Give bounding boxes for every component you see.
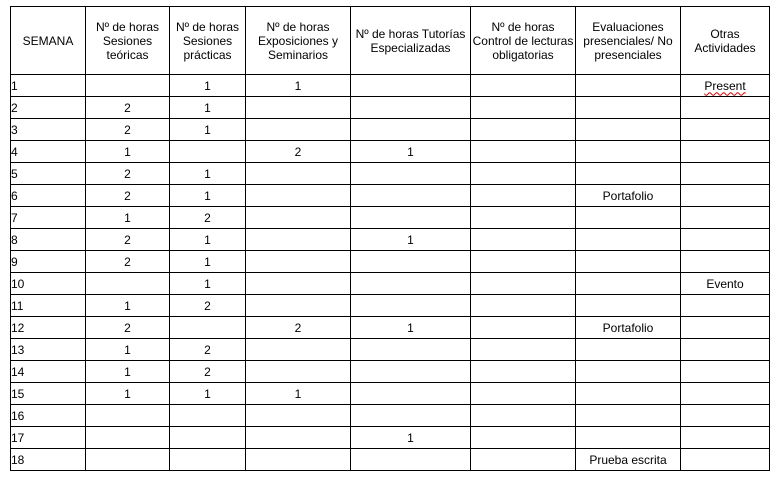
cell-practice-hours [170, 449, 246, 471]
cell-practice-hours [170, 427, 246, 449]
cell-evaluation [576, 273, 681, 295]
cell-theory-hours: 2 [86, 317, 170, 339]
cell-practice-hours: 1 [170, 75, 246, 97]
cell-reading-control-hours [471, 427, 576, 449]
cell-theory-hours: 2 [86, 97, 170, 119]
cell-tutoring-hours [351, 185, 471, 207]
table-row [11, 119, 770, 141]
cell-seminar-hours [246, 97, 351, 119]
cell-reading-control-hours [471, 207, 576, 229]
cell-tutoring-hours [351, 251, 471, 273]
cell-reading-control-hours [471, 383, 576, 405]
cell-theory-hours [86, 273, 170, 295]
cell-practice-hours: 1 [170, 185, 246, 207]
header-row [11, 7, 770, 75]
cell-evaluation [576, 295, 681, 317]
table-row [11, 339, 770, 361]
cell-theory-hours: 1 [86, 141, 170, 163]
cell-evaluation [576, 361, 681, 383]
cell-theory-hours: 2 [86, 185, 170, 207]
table-row [11, 383, 770, 405]
cell-tutoring-hours [351, 295, 471, 317]
cell-semana: 18 [11, 449, 86, 471]
cell-theory-hours: 2 [86, 229, 170, 251]
cell-theory-hours: 1 [86, 207, 170, 229]
cell-seminar-hours [246, 251, 351, 273]
cell-reading-control-hours [471, 317, 576, 339]
cell-reading-control-hours [471, 75, 576, 97]
cell-other-activity [681, 251, 770, 273]
cell-semana: 9 [11, 251, 86, 273]
cell-reading-control-hours [471, 97, 576, 119]
cell-semana: 17 [11, 427, 86, 449]
cell-other-activity [681, 427, 770, 449]
cell-seminar-hours [246, 405, 351, 427]
cell-theory-hours: 1 [86, 361, 170, 383]
cell-seminar-hours [246, 449, 351, 471]
table-row [11, 295, 770, 317]
cell-seminar-hours [246, 185, 351, 207]
cell-semana: 15 [11, 383, 86, 405]
cell-semana: 13 [11, 339, 86, 361]
cell-reading-control-hours [471, 405, 576, 427]
table-row [11, 163, 770, 185]
cell-other-activity [681, 141, 770, 163]
cell-semana: 4 [11, 141, 86, 163]
cell-seminar-hours [246, 229, 351, 251]
cell-practice-hours: 1 [170, 119, 246, 141]
spellcheck-flagged-text: Present [704, 78, 746, 93]
cell-tutoring-hours: 1 [351, 141, 471, 163]
cell-tutoring-hours [351, 449, 471, 471]
cell-tutoring-hours [351, 361, 471, 383]
cell-semana: 5 [11, 163, 86, 185]
table-body [11, 75, 770, 471]
cell-evaluation [576, 75, 681, 97]
cell-evaluation [576, 97, 681, 119]
cell-evaluation [576, 383, 681, 405]
cell-theory-hours: 1 [86, 383, 170, 405]
table-row [11, 427, 770, 449]
table-row [11, 317, 770, 339]
cell-tutoring-hours [351, 383, 471, 405]
cell-tutoring-hours [351, 273, 471, 295]
header-seminar-hours: Nº de horas Exposiciones y Seminarios [246, 7, 351, 75]
cell-evaluation [576, 141, 681, 163]
cell-other-activity [681, 75, 770, 97]
cell-theory-hours: 1 [86, 295, 170, 317]
cell-semana: 14 [11, 361, 86, 383]
cell-other-activity [681, 361, 770, 383]
cell-theory-hours [86, 75, 170, 97]
cell-evaluation [576, 207, 681, 229]
cell-other-activity [681, 207, 770, 229]
cell-semana: 12 [11, 317, 86, 339]
cell-tutoring-hours [351, 207, 471, 229]
cell-practice-hours: 2 [170, 295, 246, 317]
cell-theory-hours [86, 449, 170, 471]
cell-practice-hours: 2 [170, 207, 246, 229]
cell-tutoring-hours [351, 75, 471, 97]
cell-reading-control-hours [471, 163, 576, 185]
header-theory-hours: Nº de horas Sesiones teóricas [86, 7, 170, 75]
cell-practice-hours: 2 [170, 361, 246, 383]
cell-tutoring-hours [351, 119, 471, 141]
cell-reading-control-hours [471, 449, 576, 471]
cell-semana: 6 [11, 185, 86, 207]
cell-other-activity [681, 339, 770, 361]
header-practice-hours: Nº de horas Sesiones prácticas [170, 7, 246, 75]
table-row [11, 361, 770, 383]
cell-semana: 10 [11, 273, 86, 295]
cell-evaluation [576, 229, 681, 251]
cell-other-activity [681, 383, 770, 405]
cell-practice-hours [170, 405, 246, 427]
cell-reading-control-hours [471, 295, 576, 317]
cell-reading-control-hours [471, 119, 576, 141]
table-row [11, 141, 770, 163]
cell-reading-control-hours [471, 229, 576, 251]
cell-seminar-hours [246, 295, 351, 317]
cell-evaluation: Portafolio [576, 317, 681, 339]
cell-theory-hours: 2 [86, 163, 170, 185]
cell-tutoring-hours [351, 405, 471, 427]
cell-seminar-hours: 2 [246, 141, 351, 163]
table-row [11, 449, 770, 471]
cell-reading-control-hours [471, 251, 576, 273]
cell-reading-control-hours [471, 185, 576, 207]
cell-other-activity [681, 317, 770, 339]
cell-evaluation: Prueba escrita [576, 449, 681, 471]
cell-tutoring-hours [351, 97, 471, 119]
cell-theory-hours: 2 [86, 251, 170, 273]
cell-seminar-hours [246, 119, 351, 141]
cell-seminar-hours: 1 [246, 75, 351, 97]
cell-semana: 16 [11, 405, 86, 427]
cell-other-activity [681, 185, 770, 207]
cell-practice-hours [170, 317, 246, 339]
cell-practice-hours: 1 [170, 383, 246, 405]
cell-semana: 2 [11, 97, 86, 119]
cell-seminar-hours: 1 [246, 383, 351, 405]
cell-other-activity [681, 163, 770, 185]
cell-evaluation [576, 427, 681, 449]
table-row [11, 251, 770, 273]
cell-practice-hours: 1 [170, 163, 246, 185]
table-row [11, 75, 770, 97]
cell-tutoring-hours: 1 [351, 427, 471, 449]
cell-practice-hours: 1 [170, 251, 246, 273]
cell-tutoring-hours [351, 163, 471, 185]
cell-tutoring-hours: 1 [351, 317, 471, 339]
header-tutoring-hours: Nº de horas Tutorías Especializadas [351, 7, 471, 75]
cell-evaluation [576, 405, 681, 427]
table-row [11, 405, 770, 427]
cell-reading-control-hours [471, 141, 576, 163]
cell-theory-hours: 2 [86, 119, 170, 141]
cell-evaluation [576, 339, 681, 361]
cell-reading-control-hours [471, 339, 576, 361]
table-row [11, 273, 770, 295]
cell-tutoring-hours [351, 339, 471, 361]
cell-other-activity [681, 449, 770, 471]
cell-seminar-hours: 2 [246, 317, 351, 339]
cell-practice-hours: 1 [170, 97, 246, 119]
cell-reading-control-hours [471, 273, 576, 295]
cell-other-activity [681, 229, 770, 251]
cell-seminar-hours [246, 273, 351, 295]
cell-practice-hours: 2 [170, 339, 246, 361]
cell-other-activity [681, 119, 770, 141]
cell-theory-hours: 1 [86, 339, 170, 361]
table-row [11, 185, 770, 207]
table-row [11, 207, 770, 229]
cell-semana: 8 [11, 229, 86, 251]
cell-seminar-hours [246, 361, 351, 383]
cell-other-activity [681, 405, 770, 427]
cell-evaluation [576, 119, 681, 141]
cell-semana: 1 [11, 75, 86, 97]
cell-theory-hours [86, 427, 170, 449]
header-semana: SEMANA [11, 7, 86, 75]
cell-seminar-hours [246, 163, 351, 185]
cell-theory-hours [86, 405, 170, 427]
cell-semana: 7 [11, 207, 86, 229]
header-other-activities: Otras Actividades [681, 7, 770, 75]
cell-practice-hours: 1 [170, 229, 246, 251]
cell-tutoring-hours: 1 [351, 229, 471, 251]
header-reading-control-hours: Nº de horas Control de lecturas obligatorias [471, 7, 576, 75]
cell-seminar-hours [246, 339, 351, 361]
cell-evaluation: Portafolio [576, 185, 681, 207]
cell-evaluation [576, 163, 681, 185]
cell-other-activity [681, 295, 770, 317]
cell-practice-hours [170, 141, 246, 163]
cell-other-activity [681, 97, 770, 119]
cell-other-activity: Evento [681, 273, 770, 295]
weekly-hours-table [10, 6, 770, 471]
cell-reading-control-hours [471, 361, 576, 383]
cell-practice-hours: 1 [170, 273, 246, 295]
cell-semana: 3 [11, 119, 86, 141]
cell-evaluation [576, 251, 681, 273]
cell-seminar-hours [246, 427, 351, 449]
header-evaluations: Evaluaciones presenciales/ No presenciales [576, 7, 681, 75]
cell-semana: 11 [11, 295, 86, 317]
table-header [11, 7, 770, 75]
table-row [11, 229, 770, 251]
cell-seminar-hours [246, 207, 351, 229]
table-row [11, 97, 770, 119]
